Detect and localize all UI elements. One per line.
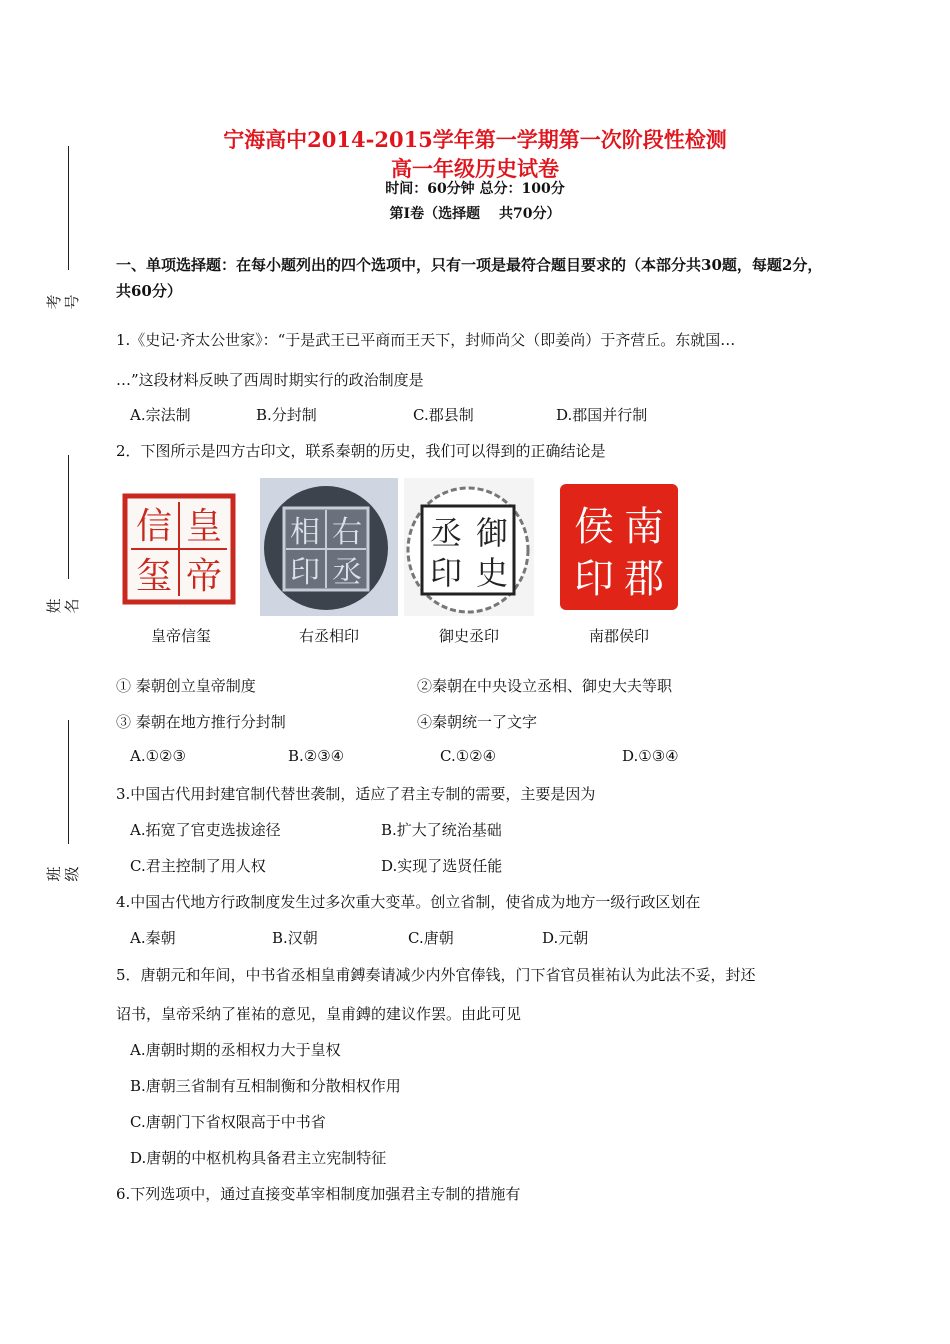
margin-line-class <box>68 720 69 844</box>
seal-2-char-3: 相 <box>290 515 320 550</box>
q2-option-b: B.②③④ <box>288 747 345 765</box>
seal-3-char-2: 史 <box>475 554 509 592</box>
seal-4-char-4: 印 <box>574 556 614 602</box>
seal-1-char-1: 皇 <box>185 506 223 547</box>
exam-no-label: 考号 <box>45 294 81 310</box>
time-score: 时间：60分钟 总分：100分 <box>385 181 565 197</box>
q5-stem-line2: 诏书，皇帝采纳了崔祐的意见，皇甫鎛的建议作罢。由此可见 <box>116 1005 522 1023</box>
exam-title: 宁海高中2014-2015学年第一学期第一次阶段性检测 <box>223 127 727 152</box>
margin-line-name <box>68 455 69 579</box>
seal-2-char-4: 印 <box>290 555 320 590</box>
q1-option-d: D.郡国并行制 <box>556 406 648 424</box>
q1-stem-line1: 1.《史记·齐太公世家》：“于是武王已平商而王天下，封师尚父（即姜尚）于齐营丘。东就国… <box>116 331 736 349</box>
seal-caption-2: 右丞相印 <box>298 627 359 645</box>
q5-option-b: B.唐朝三省制有互相制衡和分散相权作用 <box>130 1077 401 1095</box>
part-heading: 第Ⅰ卷（选择题 共70分） <box>389 206 561 222</box>
q2-stem: 2．下图所示是四方古印文，联系秦朝的历史，我们可以得到的正确结论是 <box>116 442 606 460</box>
seal-caption-4: 南郡侯印 <box>588 627 649 645</box>
q2-statement-1: ① 秦朝创立皇帝制度 <box>116 677 256 695</box>
q3-option-a: A.拓宽了官吏选拔途径 <box>130 821 281 839</box>
seal-3-char-1: 御 <box>475 514 509 552</box>
q1-option-c: C.郡县制 <box>413 406 474 424</box>
q3-option-b: B.扩大了统治基础 <box>381 821 502 839</box>
seal-4-char-1: 南 <box>624 504 664 550</box>
q1-stem-line2: …”这段材料反映了西周时期实行的政治制度是 <box>116 371 424 389</box>
seal-1-char-2: 帝 <box>185 556 223 597</box>
q5-option-c: C.唐朝门下省权限高于中书省 <box>130 1113 326 1131</box>
q2-statement-3: ③ 秦朝在地方推行分封制 <box>116 713 286 731</box>
q1-option-b: B.分封制 <box>256 406 317 424</box>
seal-3-char-4: 印 <box>429 554 463 592</box>
section-heading: 一、单项选择题：在每小题列出的四个选项中，只有一项是最符合题目要求的（本部分共30题，每题2分，共60分） <box>116 256 823 300</box>
q4-option-d: D.元朝 <box>542 929 589 947</box>
q2-statement-2: ②秦朝在中央设立丞相、御史大夫等职 <box>417 677 673 695</box>
seal-4-char-3: 侯 <box>574 504 614 550</box>
class-label: 班级 <box>45 866 81 882</box>
q4-stem: 4.中国古代地方行政制度发生过多次重大变革。创立省制，使省成为地方一级行政区划在 <box>116 893 701 911</box>
seal-image-1 <box>120 478 240 618</box>
q3-option-d: D.实现了选贤任能 <box>381 857 503 875</box>
seal-image-2 <box>260 478 398 618</box>
q4-option-a: A.秦朝 <box>130 929 176 947</box>
q3-stem: 3.中国古代用封建官制代替世袭制，适应了君主专制的需要，主要是因为 <box>116 785 596 803</box>
name-label: 姓名 <box>45 598 81 614</box>
seal-2-char-2: 丞 <box>332 555 362 590</box>
q5-option-a: A.唐朝时期的丞相权力大于皇权 <box>130 1041 341 1059</box>
seal-2-char-1: 右 <box>332 515 362 550</box>
q2-option-c: C.①②④ <box>440 747 497 765</box>
q2-option-a: A.①②③ <box>130 747 186 765</box>
seal-4-char-2: 郡 <box>624 556 664 602</box>
q2-option-d: D.①③④ <box>622 747 679 765</box>
seal-caption-3: 御史丞印 <box>438 627 499 645</box>
q5-option-d: D.唐朝的中枢机构具备君主立宪制特征 <box>130 1149 387 1167</box>
seal-1-char-4: 玺 <box>135 556 173 597</box>
q4-option-c: C.唐朝 <box>408 929 454 947</box>
q2-statement-4: ④秦朝统一了文字 <box>417 713 538 731</box>
seal-3-char-3: 丞 <box>429 514 463 552</box>
seal-1-char-3: 信 <box>135 506 173 547</box>
q6-stem: 6.下列选项中，通过直接变革宰相制度加强君主专制的措施有 <box>116 1185 521 1203</box>
q3-option-c: C.君主控制了用人权 <box>130 857 266 875</box>
seal-caption-1: 皇帝信玺 <box>150 627 211 645</box>
exam-subtitle: 高一年级历史试卷 <box>391 156 559 181</box>
q1-option-a: A.宗法制 <box>130 406 191 424</box>
seal-image-4 <box>554 478 684 618</box>
seal-image-3 <box>404 478 534 618</box>
q4-option-b: B.汉朝 <box>272 929 318 947</box>
q5-stem-line1: 5．唐朝元和年间，中书省丞相皇甫鎛奏请减少内外官俸钱，门下省官员崔祐认为此法不妥，封还 <box>116 966 756 984</box>
